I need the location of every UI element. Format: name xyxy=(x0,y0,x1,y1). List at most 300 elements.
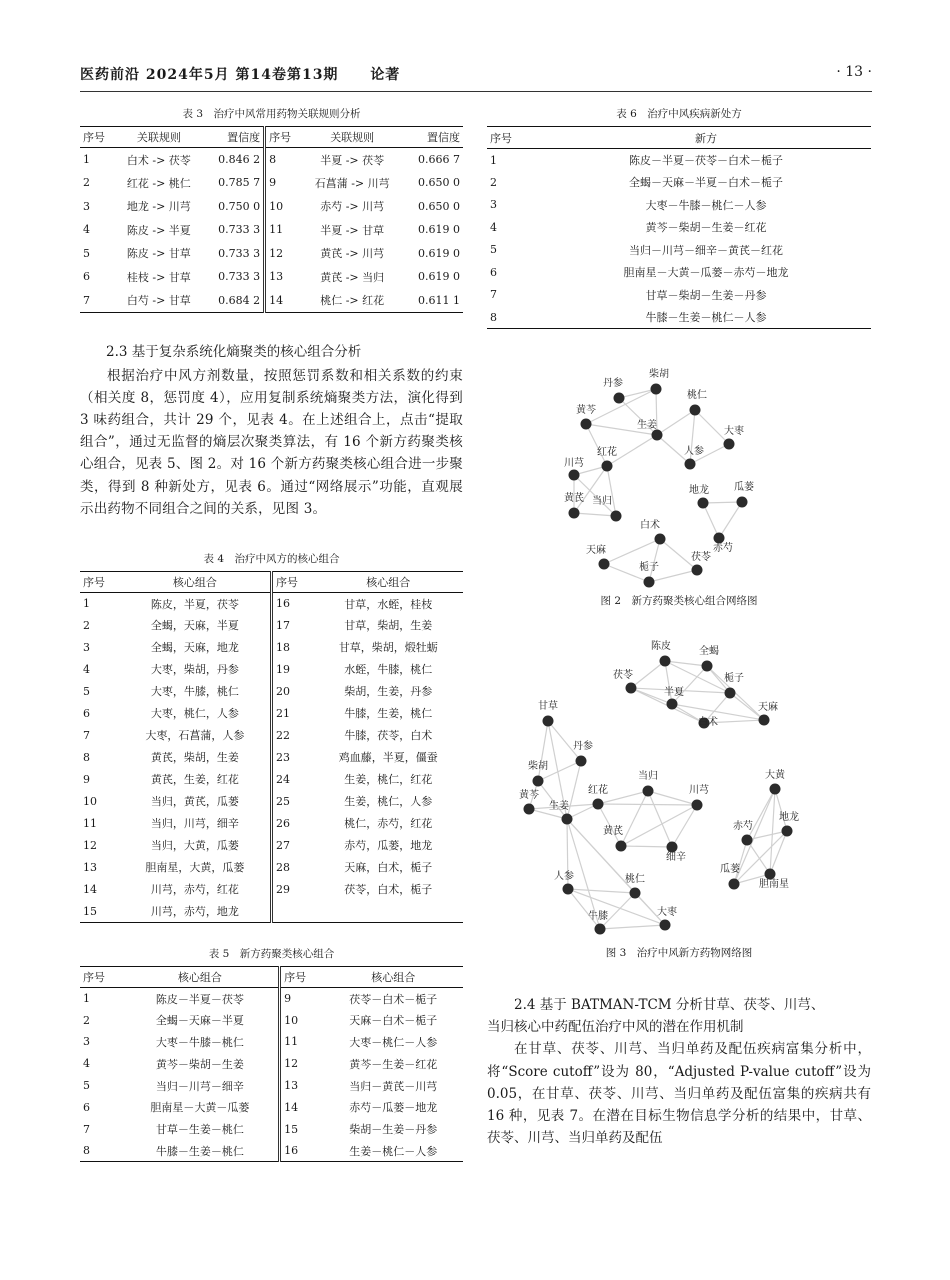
table-row xyxy=(80,702,463,724)
network-edge xyxy=(703,503,719,538)
network-node xyxy=(725,688,736,699)
table-cell: 5 xyxy=(83,1079,90,1092)
table-header-row xyxy=(487,127,871,149)
table-cell: 3 xyxy=(83,640,90,654)
table-cell: 大枣－桃仁－人参 xyxy=(349,1035,438,1049)
network-node xyxy=(562,814,573,825)
network-node xyxy=(685,459,696,470)
journal-name: 医药前沿 xyxy=(80,67,140,83)
table-cell: 红花 -> 桃仁 xyxy=(126,176,191,190)
table-row xyxy=(80,218,463,242)
table-cell: 0.611 1 xyxy=(418,293,460,307)
network-edge xyxy=(600,925,665,929)
table-row xyxy=(80,1140,463,1162)
section-2-3-title: 2.3 基于复杂系统化熵聚类的核心组合分析 xyxy=(106,343,362,360)
table-cell: 2 xyxy=(83,1013,90,1027)
table-cell: 4 xyxy=(83,1057,90,1071)
section-2-4-paragraph: 在甘草、茯苓、川芎、当归单药及配伍疾病富集分析中，将“Score cutoff”设为 80，“Adjusted P-value cutoff”设为 0.05，在甘草、茯苓、川芎、当归单药及配伍富集的疾病共有 16 种，见表 7。在潜在目标生物信息学分析的结果中，甘草、茯苓、川芎、当归单药及配伍 xyxy=(487,1041,871,1147)
table-cell: 牛膝，生姜，桃仁 xyxy=(344,707,433,721)
column-header: 关联规则 xyxy=(302,127,403,148)
table-cell: 8 xyxy=(83,1144,90,1158)
network-node-label: 红花 xyxy=(597,447,617,458)
network-node-label: 甘草 xyxy=(538,701,558,712)
table-cell: 川芎，赤芍，地龙 xyxy=(150,905,239,919)
table-cell: 3 xyxy=(490,198,497,212)
table-cell: 当归－川芎－细辛 xyxy=(155,1079,244,1093)
network-node xyxy=(616,841,627,852)
table-row xyxy=(80,289,463,313)
table-cell: 陈皮－半夏－茯苓－白术－栀子 xyxy=(629,154,783,167)
network-node xyxy=(563,884,574,895)
left-column xyxy=(80,100,463,1162)
table-cell: 11 xyxy=(280,1031,324,1053)
table-header-row xyxy=(80,127,463,148)
table-row xyxy=(487,171,871,194)
table-cell: 5 xyxy=(490,243,497,257)
network-node xyxy=(692,565,703,576)
column-header: 序号 xyxy=(80,127,115,148)
network-node-label: 栀子 xyxy=(639,562,659,573)
network-edge xyxy=(649,539,660,582)
table-cell: 大枣－牛膝－桃仁－人参 xyxy=(645,198,767,212)
network-node-label: 人参 xyxy=(554,871,574,882)
table-row xyxy=(80,878,463,900)
network-node xyxy=(626,683,637,694)
network-edge xyxy=(621,791,648,846)
network-edge xyxy=(719,502,742,538)
table-cell: 甘草，柴胡，生姜 xyxy=(344,619,433,633)
table5-caption: 表 5 新方药聚类核心组合 xyxy=(208,947,335,960)
network-node-label: 天麻 xyxy=(758,702,778,713)
network-edge xyxy=(619,389,656,398)
network-node-label: 黄芩 xyxy=(519,790,539,801)
figure3-network xyxy=(519,638,829,933)
table-cell: 19 xyxy=(271,658,313,680)
network-node xyxy=(593,799,604,810)
table-cell: 全蝎－天麻－半夏 xyxy=(155,1014,244,1028)
table-row xyxy=(80,1053,463,1075)
table-cell: 29 xyxy=(271,878,313,900)
network-edge xyxy=(598,804,697,805)
figure2-caption: 图 2 新方药聚类核心组合网络图 xyxy=(600,595,758,607)
table-cell: 柴胡，生姜，丹参 xyxy=(344,685,433,699)
table-cell: 8 xyxy=(83,750,90,764)
right-column xyxy=(487,100,871,1149)
table-row xyxy=(80,680,463,702)
network-node xyxy=(759,715,770,726)
network-node xyxy=(524,804,535,815)
table-header-row xyxy=(80,966,463,987)
table-cell: 4 xyxy=(83,223,90,237)
table-cell: 13 xyxy=(280,1075,324,1097)
network-node xyxy=(660,656,671,667)
network-node-label: 大枣 xyxy=(724,426,744,437)
network-edge xyxy=(538,781,567,819)
table-cell: 14 xyxy=(83,882,97,896)
table-cell: 11 xyxy=(83,816,97,830)
column-header: 核心组合 xyxy=(313,571,463,592)
network-node-label: 当归 xyxy=(592,496,612,507)
table-row xyxy=(80,900,463,922)
table3 xyxy=(80,126,463,313)
network-node-label: 茯苓 xyxy=(691,552,711,563)
table-cell: 6 xyxy=(83,1100,90,1114)
table-cell: 1 xyxy=(83,597,90,611)
network-node-label: 栀子 xyxy=(724,673,744,684)
table-cell: 16 xyxy=(271,592,313,614)
table-cell: 7 xyxy=(83,293,90,307)
table5 xyxy=(80,966,463,1162)
table-cell: 当归，黄芪，瓜蒌 xyxy=(150,795,239,809)
figure2-network xyxy=(559,355,799,587)
network-node-label: 瓜蒌 xyxy=(734,482,754,493)
column-header: 新方 xyxy=(541,127,871,149)
table-cell: 8 xyxy=(265,148,302,172)
network-edge xyxy=(775,789,787,831)
table-cell: 0.619 0 xyxy=(418,270,460,284)
network-node xyxy=(569,470,580,481)
network-edge xyxy=(621,846,672,847)
table-cell: 陈皮，半夏，茯苓 xyxy=(150,597,239,611)
table-cell: 黄芪 -> 川芎 xyxy=(320,247,385,261)
network-node-label: 黄芩 xyxy=(576,405,596,416)
table-cell: 0.684 2 xyxy=(218,293,261,307)
journal-issue: 第14卷第13期 xyxy=(235,67,339,83)
network-node xyxy=(599,559,610,570)
network-node-label: 大枣 xyxy=(657,907,677,918)
table3-caption: 表 3 治疗中风常用药物关联规则分析 xyxy=(182,108,361,120)
network-edge xyxy=(747,831,787,840)
table-cell: 全蝎，天麻，半夏 xyxy=(150,619,239,633)
table-cell: 20 xyxy=(271,680,313,702)
table-cell: 2 xyxy=(83,618,90,632)
table-cell: 6 xyxy=(83,270,90,284)
network-node-label: 人参 xyxy=(684,446,704,457)
table-cell: 陈皮 -> 半夏 xyxy=(126,223,191,237)
table-cell: 5 xyxy=(83,246,90,260)
table-cell: 7 xyxy=(83,1122,90,1136)
network-edge xyxy=(574,513,616,516)
section-2-3-paragraph: 根据治疗中风方剂数量，按照惩罚系数和相关系数的约束（相关度 8，惩罚度 4），应用复制系统熵聚类方法，演化得到 3 味药组合，共计 29 个，见表 4。在上述组合上，点击“提取组合”，通过无监督的熵层次聚类算法，有 16 个新方药聚类核心组合，见表 5、图 2。对 16 个新方药聚类核心组合进一步聚类，得到 8 种新处方，见表 6。通过“网络展示”功能，直观展示出药物不同组合之间的关系，见图 3。 xyxy=(80,367,463,517)
table4 xyxy=(80,571,463,923)
table-cell: 12 xyxy=(280,1053,324,1075)
table-row xyxy=(80,834,463,856)
network-node-label: 瓜蒌 xyxy=(720,864,740,875)
table-cell: 天麻，白术，栀子 xyxy=(344,861,433,875)
table-cell: 0.733 3 xyxy=(218,246,261,260)
network-node xyxy=(652,430,663,441)
network-edge xyxy=(631,661,665,688)
network-node xyxy=(724,439,735,450)
table-cell: 13 xyxy=(83,860,97,874)
table-row xyxy=(80,636,463,658)
network-node-label: 黄芪 xyxy=(564,493,584,504)
network-node-label: 赤芍 xyxy=(713,543,733,554)
table-cell: 桃仁，赤芍，红花 xyxy=(344,817,433,831)
table-cell: 大枣－牛膝－桃仁 xyxy=(155,1035,244,1049)
network-edge xyxy=(657,410,695,435)
network-node xyxy=(644,577,655,588)
table-cell: 甘草－生姜－桃仁 xyxy=(155,1123,244,1137)
table-cell: 10 xyxy=(280,1009,324,1031)
table-cell: 6 xyxy=(490,265,497,279)
table-cell: 茯苓－白术－栀子 xyxy=(349,992,438,1006)
table-cell: 0.785 7 xyxy=(218,176,261,190)
table-cell: 黄芪，生姜，红花 xyxy=(150,773,239,787)
network-node-label: 半夏 xyxy=(664,687,684,698)
table-cell: 黄芪，柴胡，生姜 xyxy=(150,751,239,765)
table-cell: 桃仁 -> 红花 xyxy=(320,294,385,307)
network-node-label: 牛膝 xyxy=(588,911,608,922)
table-cell: 大枣，柴胡，丹参 xyxy=(150,663,239,677)
network-node xyxy=(690,405,701,416)
column-header: 序号 xyxy=(280,966,324,987)
table-cell: 1 xyxy=(83,153,90,166)
table-cell: 白芍 -> 甘草 xyxy=(126,294,191,307)
table-cell: 28 xyxy=(271,856,313,878)
table-row xyxy=(487,284,871,307)
table-cell: 生姜，桃仁，红花 xyxy=(344,773,433,787)
network-node-label: 红花 xyxy=(588,785,608,796)
table-cell: 23 xyxy=(271,746,313,768)
table-cell: 0.650 0 xyxy=(418,176,460,190)
table-cell: 5 xyxy=(83,684,90,698)
network-node xyxy=(729,879,740,890)
table-row xyxy=(80,658,463,680)
table6-caption: 表 6 治疗中风疾病新处方 xyxy=(616,108,742,120)
table-row xyxy=(80,1075,463,1097)
figure2 xyxy=(559,355,799,587)
table-row xyxy=(80,746,463,768)
table-cell: 0.750 0 xyxy=(218,199,261,213)
table-cell: 生姜－桃仁－人参 xyxy=(349,1144,438,1158)
table-cell: 0.733 3 xyxy=(218,270,261,284)
column-header: 核心组合 xyxy=(323,966,463,987)
column-header: 置信度 xyxy=(403,127,463,148)
table-cell: 柴胡－生姜－丹参 xyxy=(349,1123,438,1137)
table-row xyxy=(487,261,871,284)
network-node xyxy=(698,498,709,509)
network-node-label: 地龙 xyxy=(779,812,799,823)
table-row xyxy=(80,1009,463,1031)
table-cell: 当归－川芎－细辛－黄芪－红花 xyxy=(629,243,783,257)
network-node xyxy=(692,800,703,811)
table-cell: 石菖蒲 -> 川芎 xyxy=(314,176,390,190)
table-cell: 半夏 -> 茯苓 xyxy=(320,153,385,167)
table-row xyxy=(487,216,871,239)
network-node xyxy=(643,786,654,797)
network-edge xyxy=(598,804,621,846)
network-node xyxy=(595,924,606,935)
network-node-label: 地龙 xyxy=(689,485,709,496)
table-cell: 10 xyxy=(265,195,302,219)
table-cell: 生姜，桃仁，人参 xyxy=(344,795,433,809)
table-row xyxy=(80,790,463,812)
table-cell: 0.650 0 xyxy=(418,199,460,213)
network-node-label: 丹参 xyxy=(573,741,593,752)
network-node-label: 柴胡 xyxy=(649,369,669,380)
table-row xyxy=(80,592,463,614)
table-cell: 7 xyxy=(490,288,497,302)
table6 xyxy=(487,126,871,329)
table-cell: 15 xyxy=(83,904,97,918)
table-cell: 14 xyxy=(265,289,302,313)
network-node xyxy=(581,419,592,430)
network-node-label: 当归 xyxy=(638,771,658,782)
table-row xyxy=(487,306,871,329)
table-cell: 7 xyxy=(83,728,90,742)
table-cell: 21 xyxy=(271,702,313,724)
network-node xyxy=(737,497,748,508)
table-cell: 9 xyxy=(265,171,302,195)
table-cell: 15 xyxy=(280,1118,324,1140)
table-row xyxy=(80,856,463,878)
network-node xyxy=(742,835,753,846)
section-2-4-title xyxy=(487,994,871,1038)
table-cell: 白术 -> 茯苓 xyxy=(126,153,191,167)
table-header-row xyxy=(80,571,463,592)
network-edge xyxy=(703,502,742,503)
network-node xyxy=(543,716,554,727)
network-node xyxy=(667,699,678,710)
network-edge xyxy=(586,424,607,466)
network-node xyxy=(576,756,587,767)
figure3-caption: 图 3 治疗中风新方药物网络图 xyxy=(605,947,753,959)
table-cell: 甘草－柴胡－生姜－丹参 xyxy=(645,288,767,302)
network-node xyxy=(614,393,625,404)
table-cell: 0.619 0 xyxy=(418,223,460,237)
network-edge xyxy=(770,789,775,874)
network-edge xyxy=(621,805,697,846)
journal-date: 2024年5月 xyxy=(145,67,230,83)
network-node xyxy=(533,776,544,787)
column-header: 核心组合 xyxy=(122,966,280,987)
table-cell: 牛膝－生姜－桃仁 xyxy=(155,1144,244,1158)
table-row xyxy=(80,171,463,195)
table-cell: 12 xyxy=(83,838,97,852)
network-edge xyxy=(567,761,581,819)
table-cell: 12 xyxy=(265,242,302,266)
network-node-label: 天麻 xyxy=(586,545,606,556)
table-cell: 0.619 0 xyxy=(418,246,460,260)
table-cell: 0.666 7 xyxy=(418,153,460,166)
network-node-label: 胆南星 xyxy=(759,879,789,890)
table-row xyxy=(80,1118,463,1140)
table-row xyxy=(80,724,463,746)
table-cell: 26 xyxy=(271,812,313,834)
table-cell: 陈皮－半夏－茯苓 xyxy=(155,992,244,1006)
table4-caption: 表 4 治疗中风方的核心组合 xyxy=(203,552,340,565)
table-cell: 胆南星－大黄－瓜蒌 xyxy=(150,1101,250,1115)
network-edge xyxy=(747,789,775,840)
article-type: 论著 xyxy=(370,67,401,83)
network-node-label: 全蝎 xyxy=(699,646,719,657)
table-cell: 胆南星－大黄－瓜蒌－赤芍－地龙 xyxy=(623,266,789,280)
table-cell: 4 xyxy=(83,662,90,676)
table-cell: 水蛭，牛膝，桃仁 xyxy=(344,663,433,677)
network-node-label: 赤芍 xyxy=(733,821,753,832)
page-header xyxy=(80,62,872,92)
table-cell: 13 xyxy=(265,265,302,289)
table-cell: 25 xyxy=(271,790,313,812)
network-node xyxy=(702,661,713,672)
network-node-label: 黄芪 xyxy=(603,826,623,837)
network-node xyxy=(782,826,793,837)
table-row xyxy=(487,239,871,262)
network-node xyxy=(765,869,776,880)
table-cell: 14 xyxy=(280,1096,324,1118)
table-row xyxy=(487,194,871,217)
page-number: · 13 · xyxy=(836,64,872,80)
network-node-label: 茯苓 xyxy=(613,670,633,681)
table-cell: 茯苓，白术，栀子 xyxy=(344,883,433,897)
journal-info xyxy=(80,64,400,84)
network-node xyxy=(655,534,666,545)
table-row xyxy=(80,242,463,266)
section-2-4-title-line1: 2.4 基于 BATMAN-TCM 分析甘草、茯苓、川芎、 xyxy=(514,997,825,1013)
table-cell: 当归，大黄，瓜蒌 xyxy=(150,839,239,853)
network-node-label: 陈皮 xyxy=(651,641,671,652)
figure3 xyxy=(519,638,829,933)
table-row xyxy=(80,265,463,289)
table-cell: 当归－黄芪－川芎 xyxy=(349,1079,438,1093)
table-cell: 22 xyxy=(271,724,313,746)
table-cell: 黄芩－柴胡－生姜 xyxy=(155,1057,244,1071)
network-node xyxy=(602,461,613,472)
column-header: 序号 xyxy=(265,127,302,148)
network-node-label: 生姜 xyxy=(549,801,569,812)
network-node-label: 川芎 xyxy=(689,785,709,796)
column-header: 序号 xyxy=(271,571,313,592)
table-cell: 黄芩－生姜－红花 xyxy=(349,1057,438,1071)
table-cell xyxy=(313,900,463,922)
table-cell: 川芎，赤芍，红花 xyxy=(150,883,239,897)
table-cell: 1 xyxy=(490,153,497,167)
table-cell: 17 xyxy=(271,614,313,636)
network-edge xyxy=(747,840,770,874)
table-cell: 27 xyxy=(271,834,313,856)
table-cell: 11 xyxy=(265,218,302,242)
table-cell xyxy=(271,900,313,922)
table-cell: 6 xyxy=(83,706,90,720)
network-node xyxy=(651,384,662,395)
section-2-4-title-line2: 当归核心中药配伍治疗中风的潜在作用机制 xyxy=(487,1019,744,1036)
table-cell: 胆南星，大黄，瓜蒌 xyxy=(145,861,245,875)
table-cell: 黄芪 -> 当归 xyxy=(320,270,385,284)
column-header: 序号 xyxy=(487,127,541,149)
table-cell: 大枣，桃仁，人参 xyxy=(150,707,239,721)
table-cell: 大枣，牛膝，桃仁 xyxy=(150,685,239,699)
table-cell: 天麻－白术－栀子 xyxy=(349,1014,438,1028)
network-node xyxy=(770,784,781,795)
network-edge xyxy=(672,666,707,704)
table-cell: 3 xyxy=(83,199,90,213)
network-node xyxy=(667,842,678,853)
table-cell: 甘草，水蛭，桂枝 xyxy=(344,597,433,611)
column-header: 关联规则 xyxy=(115,127,203,148)
table-cell: 赤芍－瓜蒌－地龙 xyxy=(349,1101,438,1115)
table-cell: 全蝎－天麻－半夏－白术－栀子 xyxy=(629,176,783,190)
table-cell: 大枣，石菖蒲，人参 xyxy=(145,729,245,743)
column-header: 序号 xyxy=(80,571,120,592)
network-node xyxy=(630,888,641,899)
network-node-label: 川芎 xyxy=(564,458,584,469)
network-node xyxy=(714,533,725,544)
table-row xyxy=(487,149,871,172)
network-node-label: 柴胡 xyxy=(528,761,548,772)
network-edge xyxy=(604,539,660,564)
table-cell: 当归，川芎，细辛 xyxy=(150,817,239,831)
